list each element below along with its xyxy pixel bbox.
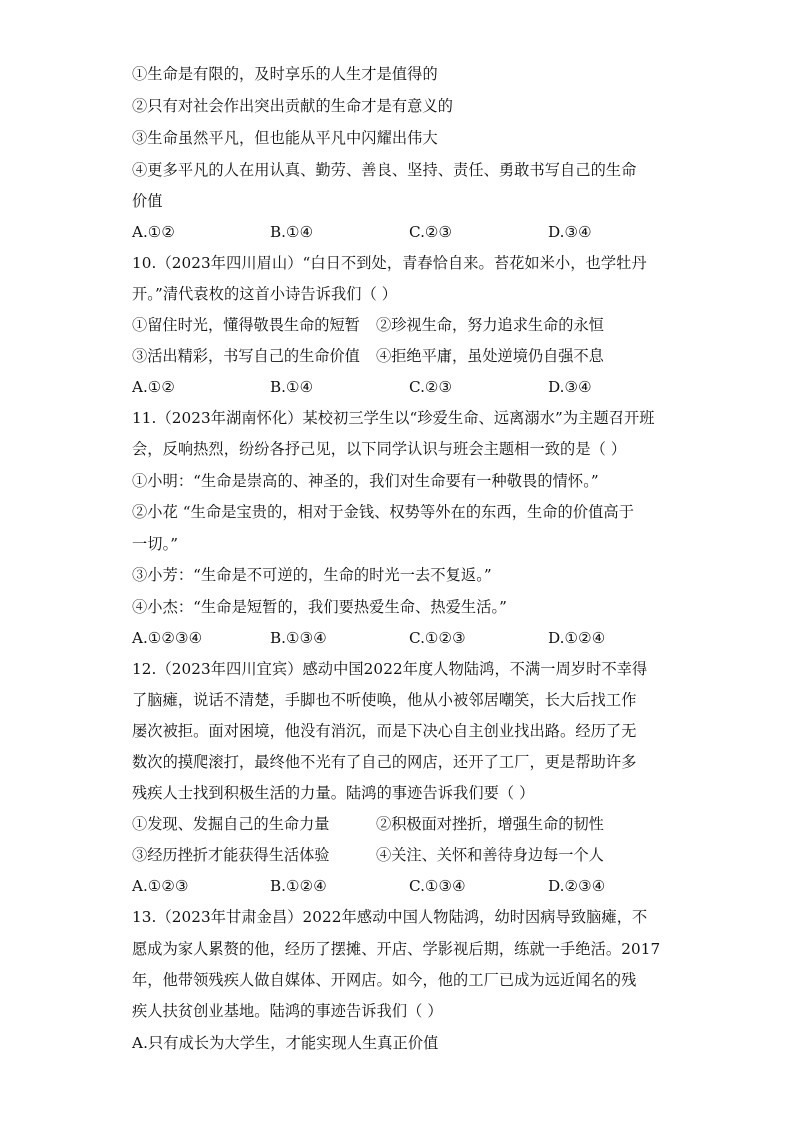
q10-statements-row-1 [132, 313, 672, 337]
q10-option-b: B.①④ [270, 378, 314, 396]
q12-stem-3: 屡次被拒。面对困境，他没有消沉，而是下决心自主创业找出路。经历了无 [132, 722, 637, 740]
q11-statement-4: ④小杰：“生命是短暂的，我们要热爱生命、热爱生活。” [132, 598, 508, 616]
q13-stem-3: 年，他带领残疾人做自媒体、开网店。如今，他的工厂已成为远近闻名的残 [132, 971, 637, 989]
q11-statement-1: ①小明：“生命是崇高的、神圣的，我们对生命要有一种敬畏的情怀。” [132, 472, 599, 490]
q12-option-d: D.②③④ [548, 877, 606, 895]
q9-options [132, 220, 672, 244]
q12-statement-4: ④关注、关怀和善待身边每一个人 [376, 846, 604, 864]
q12-statement-2: ②积极面对挫折，增强生命的韧性 [376, 815, 604, 833]
q12-statement-1: ①发现、发掘自己的生命力量 [132, 815, 330, 833]
q9-statement-4-cont: 价值 [132, 192, 163, 210]
q11-stem-2: 会，反响热烈，纷纷各抒己见，以下同学认识与班会主题相一致的是（ ） [132, 440, 627, 458]
q11-option-d: D.①②④ [548, 629, 606, 647]
q13-stem-2: 愿成为家人累赘的他，经历了摆摊、开店、学影视后期，练就一手绝活。2017 [132, 940, 661, 958]
q10-statements-row-2 [132, 344, 672, 368]
q10-option-a: A.①② [132, 378, 176, 396]
q11-option-b: B.①③④ [270, 629, 327, 647]
q12-stem-4: 数次的摸爬滚打，最终他不光有了自己的网店，还开了工厂，更是帮助许多 [132, 753, 637, 771]
q10-option-c: C.②③ [409, 378, 453, 396]
q11-option-a: A.①②③④ [132, 629, 203, 647]
q10-statement-4: ④拒绝平庸，虽处逆境仍自强不息 [376, 347, 604, 365]
q12-stem-2: 了脑瘫，说话不清楚，手脚也不听使唤，他从小被邻居嘲笑，长大后找工作 [132, 691, 637, 709]
q9-option-c: C.②③ [409, 223, 453, 241]
q11-option-c: C.①②③ [409, 629, 466, 647]
q9-statement-2: ②只有对社会作出突出贡献的生命才是有意义的 [132, 97, 454, 115]
q13-option-a: A.只有成长为大学生，才能实现人生真正价值 [132, 1034, 439, 1052]
q10-statement-1: ①留住时光，懂得敬畏生命的短暂 [132, 316, 360, 334]
q10-statement-3: ③活出精彩，书写自己的生命价值 [132, 347, 360, 365]
q12-option-c: C.①③④ [409, 877, 466, 895]
q10-options [132, 375, 672, 399]
q12-option-a: A.①②③ [132, 877, 189, 895]
q12-statement-3: ③经历挫折才能获得生活体验 [132, 846, 330, 864]
q12-stem-1: 12.（2023年四川宜宾）感动中国2022年度人物陆鸿，不满一周岁时不幸得 [132, 660, 648, 678]
q11-stem-1: 11.（2023年湖南怀化）某校初三学生以“珍爱生命、远离溺水”为主题召开班 [132, 409, 655, 427]
q10-statement-2: ②珍视生命，努力追求生命的永恒 [376, 316, 604, 334]
q9-option-d: D.③④ [548, 223, 592, 241]
q12-statements-row-2 [132, 843, 672, 867]
q10-option-d: D.③④ [548, 378, 592, 396]
q12-option-b: B.①②④ [270, 877, 327, 895]
q9-statement-4: ④更多平凡的人在用认真、勤劳、善良、坚持、责任、勇敢书写自己的生命 [132, 161, 637, 179]
q13-stem-4: 疾人扶贫创业基地。陆鸿的事迹告诉我们（ ） [132, 1002, 443, 1020]
q9-option-a: A.①② [132, 223, 176, 241]
q11-statement-2-cont: 一切。” [132, 535, 179, 553]
q12-options [132, 874, 672, 898]
q11-statement-3: ③小芳：“生命是不可逆的，生命的时光一去不复返。” [132, 566, 492, 584]
q9-statement-3: ③生命虽然平凡，但也能从平凡中闪耀出伟大 [132, 129, 438, 147]
q13-stem-1: 13.（2023年甘肃金昌）2022年感动中国人物陆鸿，幼时因病导致脑瘫，不 [132, 908, 648, 926]
q10-stem-1: 10.（2023年四川眉山）“白日不到处，青春恰自来。苔花如米小，也学牡丹 [132, 254, 647, 272]
q9-statement-1: ①生命是有限的，及时享乐的人生才是值得的 [132, 65, 438, 83]
q10-stem-2: 开。”清代袁枚的这首小诗告诉我们（ ） [132, 285, 398, 303]
q11-options [132, 626, 672, 650]
q11-statement-2: ②小花 “生命是宝贵的，相对于金钱、权势等外在的东西，生命的价值高于 [132, 503, 634, 521]
q9-option-b: B.①④ [270, 223, 314, 241]
q12-stem-5: 残疾人士找到积极生活的力量。陆鸿的事迹告诉我们要（ ） [132, 784, 535, 802]
q12-statements-row-1 [132, 812, 672, 836]
